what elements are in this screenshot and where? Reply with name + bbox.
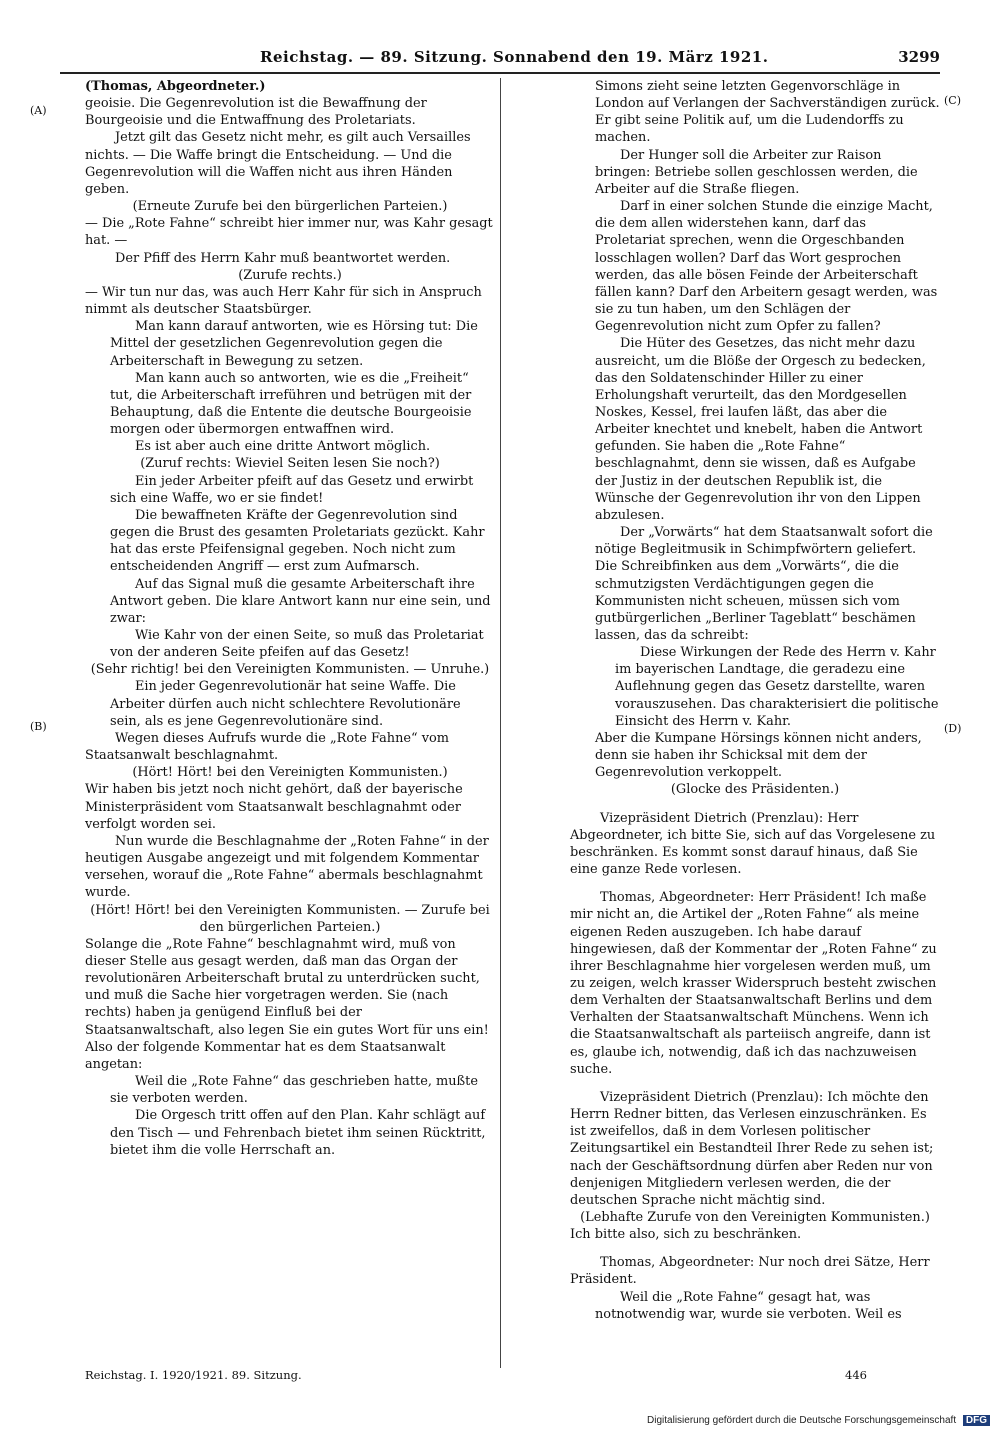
quoted-paragraph: Es ist aber auch eine dritte Antwort möglich. (135, 439, 431, 455)
interjection: (Hört! Hört! bei den Vereinigten Kommunisten.) (132, 765, 448, 781)
interjection: (Hört! Hört! bei den Vereinigten Kommunisten. — Zurufe bei den bürgerlichen Parteien.) (90, 902, 490, 935)
interjection: (Erneute Zurufe bei den bürgerlichen Parteien.) (132, 199, 448, 215)
margin-label-a: (A) (30, 104, 47, 117)
margin-label-d: (D) (944, 722, 962, 735)
quoted-paragraph: Auf das Signal muß die gesamte Arbeiterschaft ihre Antwort geben. Die klare Antwort kann nur eine sein, und zwar: (110, 576, 491, 626)
paragraph: — Die „Rote Fahne“ schreibt hier immer nur, was Kahr gesagt hat. — (85, 216, 493, 249)
quoted-paragraph: Die Hüter des Gesetzes, das nicht mehr dazu ausreicht, um die Blöße der Orgesch zu bedecken, das den Soldatenschinder Hiller zu einer Erholungshaft verurteilt, das den Mordgesellen Noskes, Kessel, frei laufen läßt, das aber die Arbeiter knechtet und knebelt, haben die Antwort gefunden. Sie haben die „Rote Fahne“ beschlagnahmt, denn sie wissen, daß es Aufgabe der Justiz in der deutschen Republik ist, die Wünsche der Gegenrevolution ihr von den Lippen abzulesen. (595, 336, 926, 523)
margin-label-b: (B) (30, 720, 47, 733)
paragraph: Der Pfiff des Herrn Kahr muß beantwortet werden. (115, 250, 451, 266)
funding-note (647, 1415, 990, 1426)
running-title: Reichstag. — 89. Sitzung. Sonnabend den 19. März 1921. (260, 48, 769, 66)
quoted-paragraph: Simons zieht seine letzten Gegenvorschläge in London auf Verlangen der Sachverständigen zurück. Er gibt seine Politik auf, um die Ludendorffs zu machen. (595, 79, 940, 146)
quoted-paragraph: Wie Kahr von der einen Seite, so muß das Proletariat von der anderen Seite pfeifen auf das Gesetz! (110, 628, 484, 661)
quoted-paragraph: Ein jeder Gegenrevolutionär hat seine Waffe. Die Arbeiter dürfen auch nicht schlechtere Revolutionäre sein, als es jene Gegenrevolutionäre sind. (110, 679, 461, 729)
quoted-paragraph: Weil die „Rote Fahne“ das geschrieben hatte, mußte sie verboten werden. (110, 1074, 478, 1107)
header-rule (60, 72, 940, 74)
speaker-continuation: (Thomas, Abgeordneter.) (85, 79, 266, 94)
speech-vizepraesident: Vizepräsident Dietrich (Prenzlau): Ich möchte den Herrn Redner bitten, das Verlesen einzuschränken. Es ist zweifellos, daß in dem Vorlesen politischer Zeitungsartikel ein Bestandteil Ihrer Rede zu sehen ist; nach der Geschäftsordnung dürfen aber Reden nur von denjenigen Mitgliedern verlesen werden, die der deutschen Sprache nicht mächtig sind. (570, 1089, 934, 1208)
spacer (570, 1078, 940, 1089)
quoted-paragraph: Ein jeder Arbeiter pfeift auf das Gesetz und erwirbt sich eine Waffe, wo er sie findet! (110, 473, 474, 506)
footer-citation: Reichstag. I. 1920/1921. 89. Sitzung. (85, 1368, 302, 1382)
interjection: (Zuruf rechts: Wieviel Seiten lesen Sie noch?) (140, 456, 440, 472)
quoted-paragraph: Weil die „Rote Fahne“ gesagt hat, was notnotwendig war, wurde sie verboten. Weil es (595, 1289, 902, 1322)
quoted-paragraph: Die Orgesch tritt offen auf den Plan. Kahr schlägt auf den Tisch — und Fehrenbach bietet ihm seinen Rücktritt, bietet ihm die volle Herrschaft an. (110, 1108, 486, 1158)
sheet-number: 446 (845, 1368, 867, 1382)
quoted-paragraph: Man kann darauf antworten, wie es Hörsing tut: Die Mittel der gesetzlichen Gegenrevolution gegen die Arbeiterschaft in Bewegung zu setzen. (110, 319, 478, 369)
interjection: (Lebhafte Zurufe von den Vereinigten Kommunisten.) (580, 1210, 930, 1225)
paragraph: Nun wurde die Beschlagnahme der „Roten Fahne“ in der heutigen Ausgabe angezeigt und mit folgendem Kommentar versehen, worauf die „Rote Fahne“ abermals beschlagnahmt wurde. (85, 833, 489, 901)
quoted-paragraph: Aber die Kumpane Hörsings können nicht anders, denn sie haben ihr Schicksal mit dem der Gegenrevolution verkoppelt. (595, 730, 922, 781)
speech-vizepraesident: Vizepräsident Dietrich (Prenzlau): Herr Abgeordneter, ich bitte Sie, sich auf das Vorgelesene zu beschränken. Es kommt sonst darauf hinaus, daß Sie eine ganze Rede vorlesen. (570, 810, 936, 878)
interjection: (Zurufe rechts.) (238, 267, 342, 283)
interjection: (Glocke des Präsidenten.) (670, 782, 840, 798)
funding-text: Digitalisierung gefördert durch die Deutsche Forschungsgemeinschaft (647, 1415, 957, 1426)
dfg-logo-icon: DFG (963, 1415, 990, 1426)
margin-label-c: (C) (944, 94, 961, 107)
left-column (85, 78, 495, 1159)
paragraph: — Wir tun nur das, was auch Herr Kahr für sich in Anspruch nimmt als deutscher Staatsbürger. (85, 284, 482, 318)
quoted-paragraph: Man kann auch so antworten, wie es die „Freiheit“ tut, die Arbeiterschaft irreführen und betrügen mit der Behauptung, daß die Entente die deutsche Bourgeoisie morgen oder übermorgen entwaffnen wird. (110, 370, 472, 438)
speech-thomas: Thomas, Abgeordneter: Herr Präsident! Ich maße mir nicht an, die Artikel der „Roten Fahne“ als meine eigenen Reden auszugeben. Ich habe darauf hingewiesen, daß der Kommentar der „Roten Fahne“ zu ihrer Beschlagnahme hier vorgelesen werden muß, um zu zeigen, welch krasser Widerspruch besteht zwischen dem Verhalten der Staatsanwaltschaft Berlins und dem Verhalten der Staatsanwaltschaft Münchens. Wenn ich die Staatsanwaltschaft als parteiisch angreife, dann ist es, glaube ich, notwendig, daß ich das nachzuweisen suche. (570, 890, 937, 1077)
paragraph: Solange die „Rote Fahne“ beschlagnahmt wird, muß von dieser Stelle aus gesagt werden, daß man das Organ der revolutionären Arbeiterschaft brutal zu unterdrücken sucht, und muß die Sache hier vorgetragen werden. Sie (nach rechts) haben ja genügend Einfluß bei der Staatsanwaltschaft, also legen Sie ein gutes Wort für uns ein! Also der folgende Kommentar hat es dem Staatsanwalt angetan: (85, 936, 489, 1072)
page-header (60, 48, 940, 72)
spacer (570, 1243, 940, 1254)
right-column (570, 78, 940, 1323)
quoted-paragraph: Der Hunger soll die Arbeiter zur Raison bringen: Betriebe sollen geschlossen werden, die Arbeiter auf die Straße fliegen. (595, 147, 918, 197)
interjection: (Sehr richtig! bei den Vereinigten Kommunisten. — Unruhe.) (90, 662, 490, 678)
paragraph: Wir haben bis jetzt noch nicht gehört, daß der bayerische Ministerpräsident vom Staatsanwalt beschlagnahmt oder verfolgt worden sei. (85, 782, 463, 832)
paragraph: Wegen dieses Aufrufs wurde die „Rote Fahne“ vom Staatsanwalt beschlagnahmt. (85, 730, 449, 764)
spacer (570, 799, 940, 810)
quoted-paragraph: Der „Vorwärts“ hat dem Staatsanwalt sofort die nötige Begleitmusik in Schimpfwörtern geliefert. Die Schreibfinken aus dem „Vorwärts“, die die schmutzigsten Verdächtigungen gegen die Kommunisten nicht scheuen, müssen sich vom gutbürgerlichen „Berliner Tageblatt“ beschämen lassen, das da schreibt: (595, 525, 933, 643)
paragraph: Ich bitte also, sich zu beschränken. (570, 1227, 802, 1243)
quoted-paragraph: Die bewaffneten Kräfte der Gegenrevolution sind gegen die Brust des gesamten Proletariats gezückt. Kahr hat das erste Pfeifensignal gegeben. Noch nicht zum entscheidenden Angriff — erst zum Aufmarsch. (110, 507, 485, 575)
nested-quote: Diese Wirkungen der Rede des Herrn v. Kahr im bayerischen Landtage, die geradezu eine Auflehnung gegen das Gesetz darstellte, waren vorauszusehen. Das charakterisiert die politische Einsicht des Herrn v. Kahr. (615, 645, 939, 729)
paragraph: Jetzt gilt das Gesetz nicht mehr, es gilt auch Versailles nichts. — Die Waffe bringt die Entscheidung. — Und die Gegenrevolution will die Waffen nicht aus ihren Händen geben. (85, 130, 471, 197)
spacer (570, 878, 940, 889)
column-divider (500, 78, 501, 1368)
speech-thomas: Thomas, Abgeordneter: Nur noch drei Sätze, Herr Präsident. (570, 1255, 930, 1288)
quoted-paragraph: Darf in einer solchen Stunde die einzige Macht, die dem allen widerstehen kann, darf das Proletariat sprechen, wenn die Orgeschbanden losschlagen wollen? Darf das Wort gesprochen werden, das alle bösen Feinde der Arbeiterschaft fällen kann? Darf den Arbeitern gesagt werden, was sie zu tun haben, um den Schlägen der Gegenrevolution nicht zum Opfer zu fallen? (595, 199, 938, 335)
paragraph: geoisie. Die Gegenrevolution ist die Bewaffnung der Bourgeoisie und die Entwaffnung des Proletariats. (85, 96, 427, 129)
page-number: 3299 (898, 48, 940, 66)
